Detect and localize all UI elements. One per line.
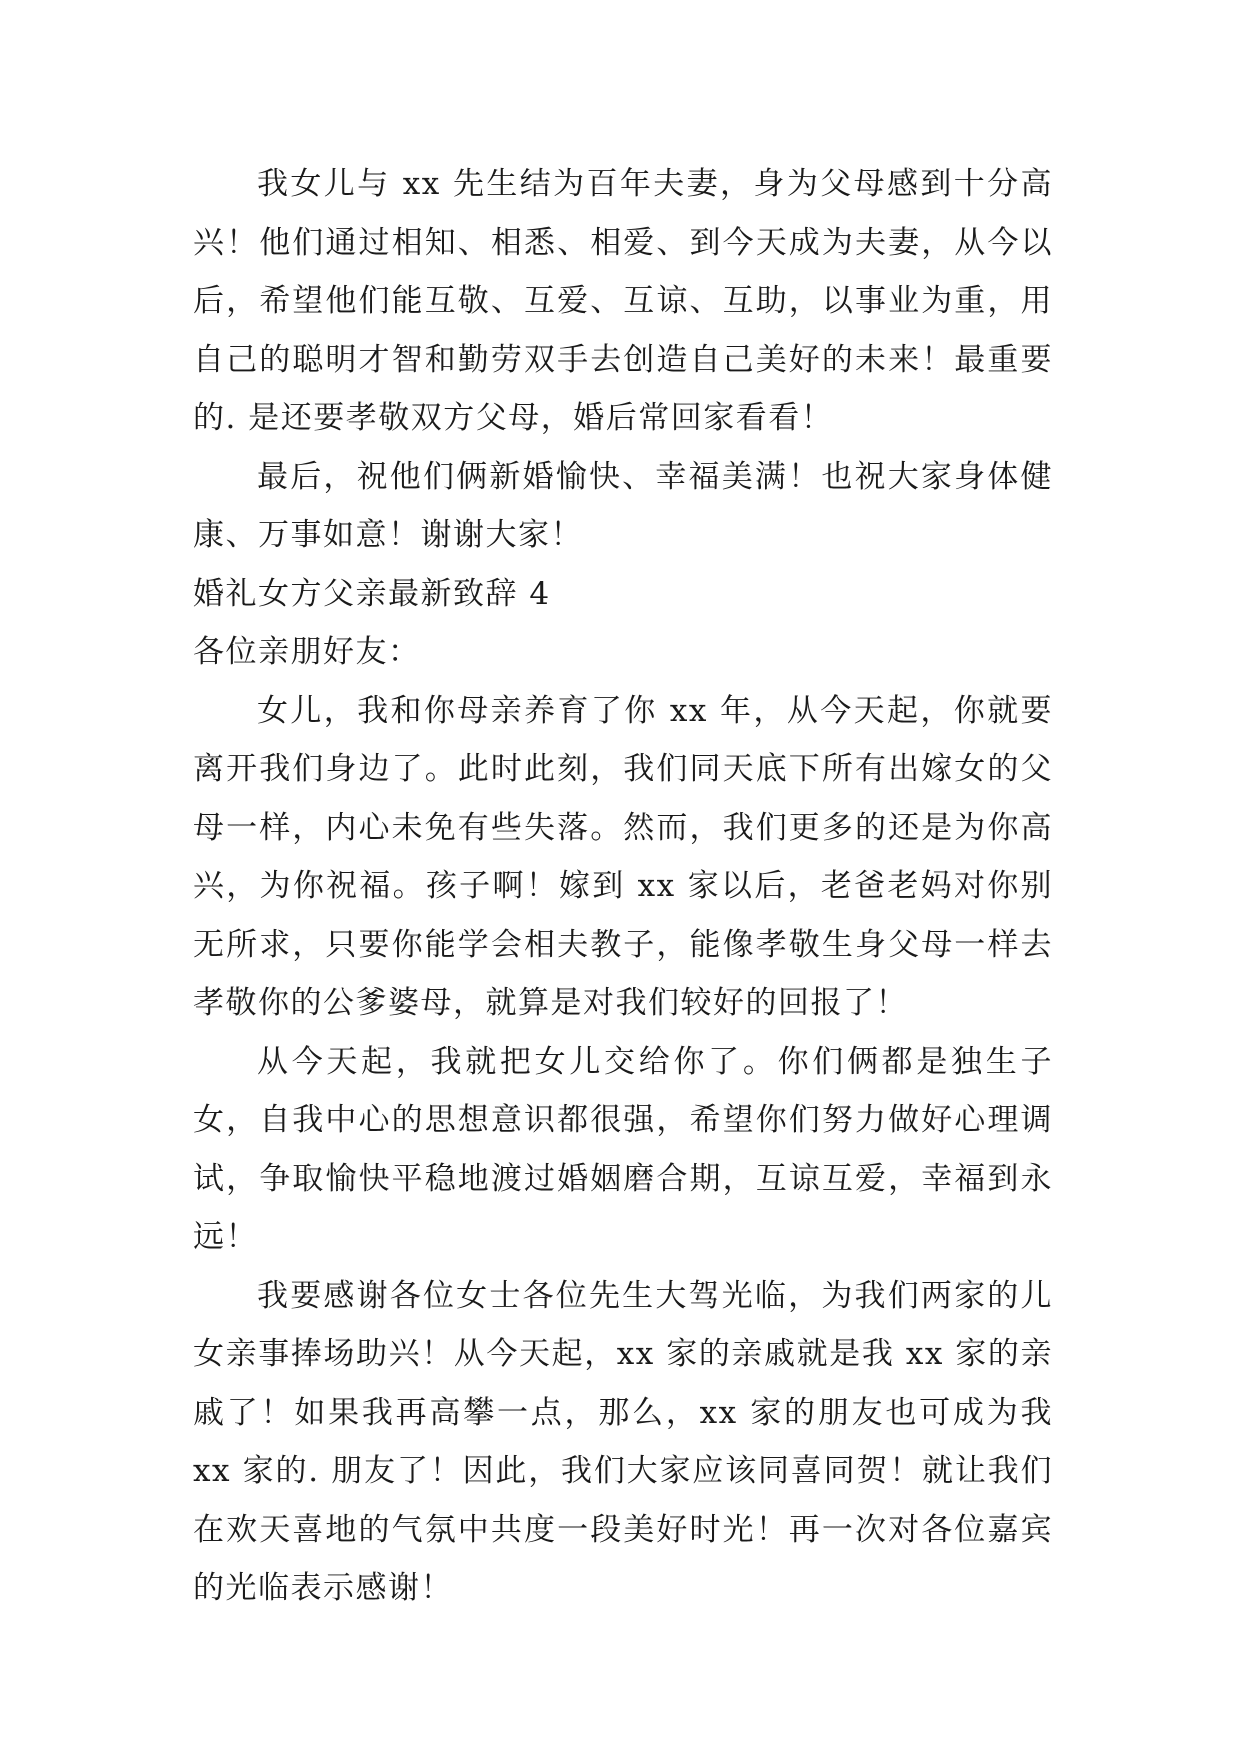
salutation: 各位亲朋好友： <box>193 634 421 670</box>
paragraph-to-couple: 从今天起，我就把女儿交给你了。你们俩都是独生子女，自我中心的思想意识都很强，希望你们努力做好心理调试，争取愉快平稳地渡过婚姻磨合期，互谅互爱，幸福到永远！ <box>193 1043 1053 1255</box>
section-heading: 婚礼女方父亲最新致辞 4 <box>193 575 551 612</box>
paragraph-blessing: 我女儿与 xx 先生结为百年夫妻，身为父母感到十分高兴！他们通过相知、相悉、相爱、到今天成为夫妻，从今以后，希望他们能互敬、互爱、互谅、互助，以事业为重，用自己的聪明才智和勤劳双手去创造自己美好的未来！最重要的. 是还要孝敬双方父母，婚后常回家看看！ <box>193 166 1053 436</box>
document-body <box>193 155 1053 1618</box>
paragraph-to-daughter: 女儿，我和你母亲养育了你 xx 年，从今天起，你就要离开我们身边了。此时此刻，我们同天底下所有出嫁女的父母一样，内心未免有些失落。然而，我们更多的还是为你高兴，为你祝福。孩子啊！嫁到 xx 家以后，老爸老妈对你别无所求，只要你能学会相夫教子，能像孝敬生身父母一样去孝敬你的公爹婆母，就算是对我们较好的回报了！ <box>193 692 1053 1021</box>
paragraph-closing-wishes: 最后，祝他们俩新婚愉快、幸福美满！也祝大家身体健康、万事如意！谢谢大家！ <box>193 458 1053 553</box>
paragraph-thanks-guests: 我要感谢各位女士各位先生大驾光临，为我们两家的儿女亲事捧场助兴！从今天起，xx 家的亲戚就是我 xx 家的亲戚了！如果我再高攀一点，那么，xx 家的朋友也可成为我 xx 家的. 朋友了！因此，我们大家应该同喜同贺！就让我们在欢天喜地的气氛中共度一段美好时光！再一次对各位嘉宾的光临表示感谢！ <box>193 1277 1053 1606</box>
